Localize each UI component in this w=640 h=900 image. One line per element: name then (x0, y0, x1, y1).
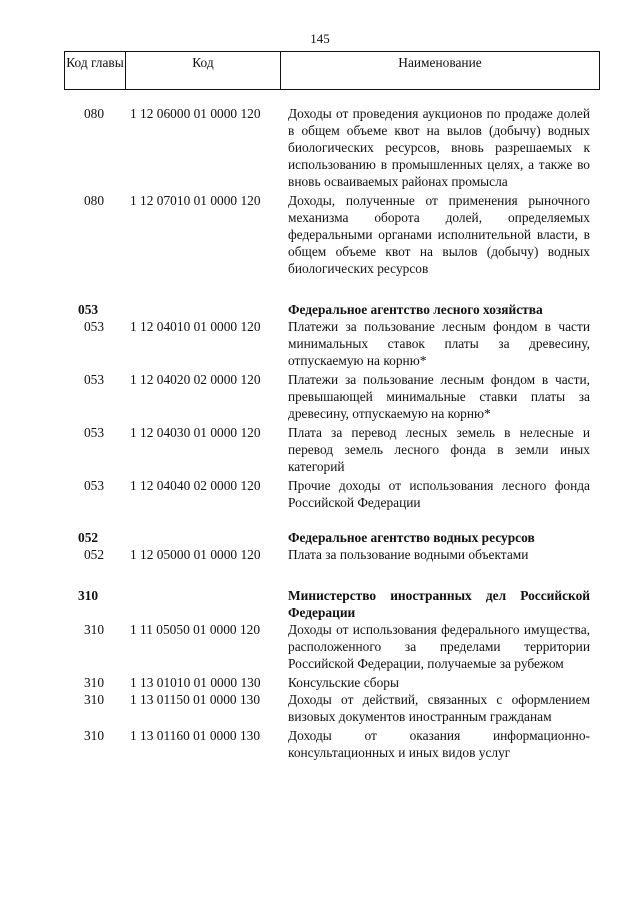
table-row (64, 727, 596, 761)
item-name: Доходы, полученные от применения рыночного механизма оборота долей, определяемых федеральными органами исполнительной власти, в общем объеме квот на вылов (добычу) водных биологических ресурсов (288, 193, 590, 276)
budget-code: 1 13 01010 01 0000 130 (130, 675, 261, 690)
item-name: Плата за перевод лесных земель в нелесные и перевод земель лесного фонда в земли иных категорий (288, 425, 590, 474)
page-number: 145 (310, 31, 330, 46)
item-name: Прочие доходы от использования лесного фонда Российской Федерации (288, 478, 590, 510)
header-name: Наименование (281, 52, 600, 90)
chapter-code: 053 (78, 302, 99, 317)
table-row (64, 691, 596, 725)
header-code: Код (126, 52, 281, 90)
chapter-code: 053 (83, 319, 105, 334)
table-row (64, 546, 596, 563)
table-row (64, 371, 596, 422)
table-row (64, 621, 596, 672)
budget-code: 1 13 01150 01 0000 130 (130, 692, 261, 707)
item-name: Платежи за пользование лесным фондом в части, превышающей минимальные ставки платы за древесину, отпускаемую на корню* (288, 372, 590, 421)
section-title: Министерство иностранных дел Российской Федерации (288, 588, 590, 620)
chapter-code: 310 (83, 622, 105, 637)
chapter-code: 080 (83, 106, 105, 121)
table-body (64, 105, 596, 761)
budget-code: 1 11 05050 01 0000 120 (130, 622, 261, 637)
budget-code: 1 12 06000 01 0000 120 (130, 106, 261, 121)
budget-code: 1 12 04020 02 0000 120 (130, 372, 261, 387)
item-name: Доходы от действий, связанных с оформлением визовых документов иностранным гражданам (288, 692, 590, 724)
header-chapter-code: Код главы (65, 52, 126, 90)
chapter-code: 310 (83, 675, 105, 690)
budget-code: 1 12 04030 01 0000 120 (130, 425, 261, 440)
section-title: Федеральное агентство водных ресурсов (288, 530, 535, 545)
table-row (64, 105, 596, 190)
chapter-code: 310 (83, 692, 105, 707)
chapter-code: 052 (78, 530, 99, 545)
chapter-code: 053 (83, 372, 105, 387)
section-row (64, 301, 596, 318)
item-name: Платежи за пользование лесным фондом в части минимальных ставок платы за древесину, отпускаемую на корню* (288, 319, 590, 368)
item-name: Доходы от проведения аукционов по продаже долей в общем объеме квот на вылов (добычу) водных биологических ресурсов, вновь разрешаемых к использованию в промышленных целях, а также во вновь осваиваемых районах промысла (288, 106, 590, 189)
table-header (64, 51, 600, 90)
chapter-code: 080 (83, 193, 105, 208)
budget-code: 1 13 01160 01 0000 130 (130, 728, 261, 743)
chapter-code: 053 (83, 478, 105, 493)
budget-code: 1 12 07010 01 0000 120 (130, 193, 261, 208)
budget-code: 1 12 04040 02 0000 120 (130, 478, 261, 493)
table-row (64, 477, 596, 511)
chapter-code: 310 (83, 728, 105, 743)
item-name: Консульские сборы (288, 675, 400, 690)
item-name: Доходы от использования федерального имущества, расположенного за пределами территории Российской Федерации, получаемые за рубежом (288, 622, 590, 671)
table-row (64, 192, 596, 277)
chapter-code: 052 (83, 547, 105, 562)
section-row (64, 529, 596, 546)
section-title: Федеральное агентство лесного хозяйства (288, 302, 543, 317)
table-row (64, 674, 596, 691)
budget-code: 1 12 05000 01 0000 120 (130, 547, 261, 562)
table-row (64, 424, 596, 475)
item-name: Доходы от оказания информационно-консультационных и иных видов услуг (288, 728, 590, 760)
section-row (64, 587, 596, 621)
budget-code: 1 12 04010 01 0000 120 (130, 319, 261, 334)
chapter-code: 053 (83, 425, 105, 440)
chapter-code: 310 (78, 588, 99, 603)
item-name: Плата за пользование водными объектами (288, 547, 529, 562)
table-row (64, 318, 596, 369)
